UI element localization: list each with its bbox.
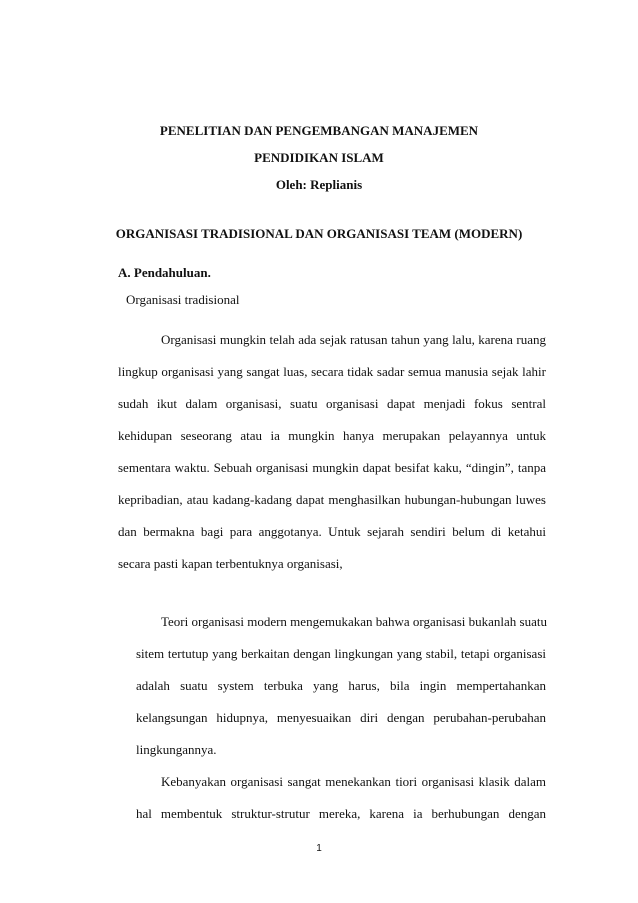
paragraph-1-line-6: kepribadian, atau kadang-kadang dapat menghasilkan hubungan-hubungan luwes (118, 492, 546, 507)
paragraph-2-line-4: kelangsungan hidupnya, menyesuaikan diri dengan perubahan-perubahan (136, 710, 546, 725)
paragraph-1-line-4: kehidupan seseorang atau ia mungkin hanya merupakan pelayannya untuk (118, 428, 546, 443)
title-line-2: PENDIDIKAN ISLAM (254, 150, 384, 165)
subtitle: ORGANISASI TRADISIONAL DAN ORGANISASI TEAM (MODERN) (115, 226, 523, 241)
page-number: 1 (316, 843, 322, 854)
paragraph-1-line-3: sudah ikut dalam organisasi, suatu organisasi dapat menjadi fokus sentral (118, 396, 546, 411)
paragraph-3-line-2: hal membentuk struktur-strutur mereka, karena ia berhubungan dengan (136, 806, 546, 821)
paragraph-1-line-5: sementara waktu. Sebuah organisasi mungkin dapat besifat kaku, “dingin”, tanpa (118, 460, 546, 475)
paragraph-1-line-1: Organisasi mungkin telah ada sejak ratusan tahun yang lalu, karena ruang (161, 332, 546, 347)
paragraph-1-line-7: dan bermakna bagi para anggotanya. Untuk sejarah sendiri belum di ketahui (118, 524, 546, 539)
paragraph-1-line-8: secara pasti kapan terbentuknya organisasi, (118, 556, 343, 571)
author-line: Oleh: Replianis (275, 177, 363, 192)
paragraph-2-line-2: sitem tertutup yang berkaitan dengan lingkungan yang stabil, tetapi organisasi (136, 646, 546, 661)
paragraph-3-line-1: Kebanyakan organisasi sangat menekankan tiori organisasi klasik dalam (161, 774, 546, 789)
section-subheading: Organisasi tradisional (126, 292, 240, 307)
paragraph-2-line-3: adalah suatu system terbuka yang harus, bila ingin mempertahankan (136, 678, 546, 693)
paragraph-1-line-2: lingkup organisasi yang sangat luas, secara tidak sadar semua manusia sejak lahir (118, 364, 546, 379)
title-line-1: PENELITIAN DAN PENGEMBANGAN MANAJEMEN (159, 123, 479, 138)
paragraph-2-line-1: Teori organisasi modern mengemukakan bahwa organisasi bukanlah suatu (161, 614, 547, 629)
section-heading: A. Pendahuluan. (118, 265, 211, 280)
paragraph-2-line-5: lingkungannya. (136, 742, 217, 757)
